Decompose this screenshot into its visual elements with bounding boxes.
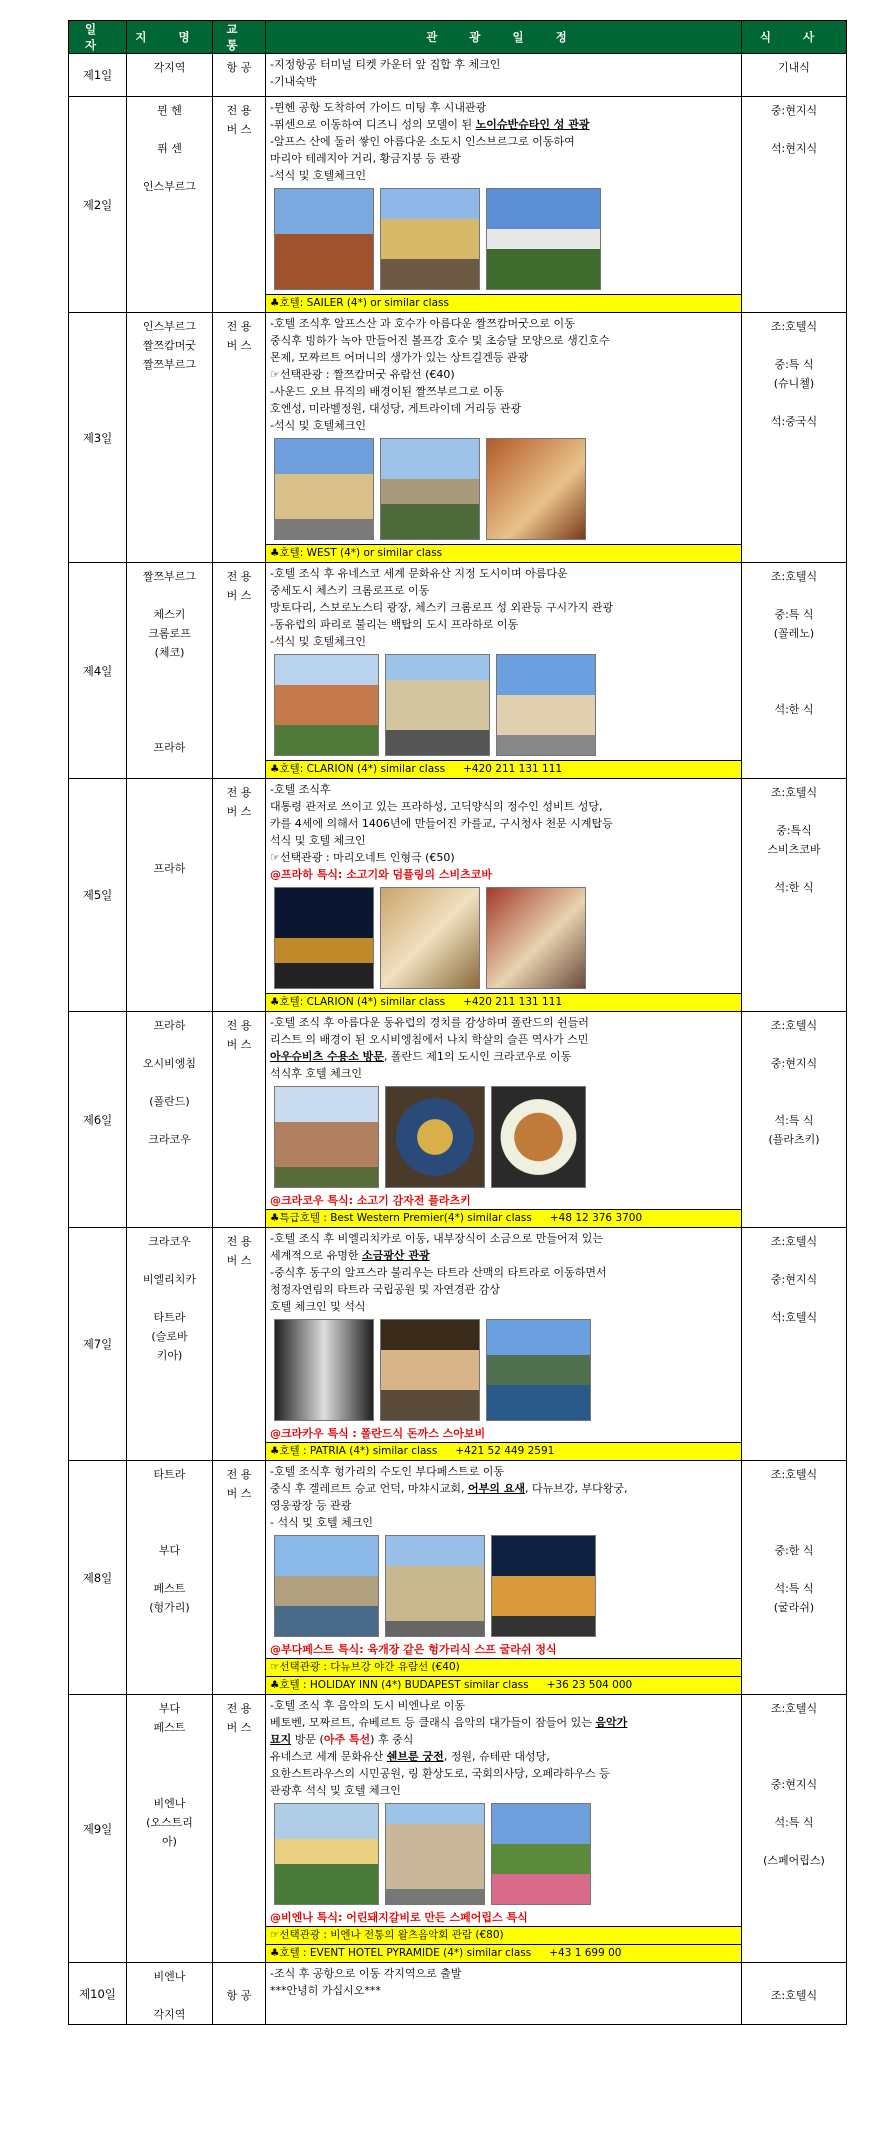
day-row [69,1695,847,1963]
buda-castle-photo [274,1535,379,1637]
schedule-line [270,150,737,167]
line-text: -석식 및 호텔체크인 [270,419,366,432]
schedule-line [270,781,737,798]
meal-cell [742,1461,847,1695]
meal-list: 조:호텔식 중:현지식 석:특 식 (스페어립스) [763,1702,825,1867]
place-cell [127,97,213,313]
salt-mine-hall-photo [380,1319,480,1421]
line-text: -뮌헨 공항 도착하여 가이드 미팅 후 시내관광 [270,101,487,114]
prague-square-photo [496,654,596,756]
hotel-name: ♣특급호텔 : Best Western Premier(4*) similar class [270,1212,532,1224]
schedule-line [270,582,737,599]
schedule-line [270,1048,737,1065]
day-label: 제10일 [69,1963,127,2025]
line-text: -알프스 산에 둘러 쌓인 아름다운 소도시 인스브르그로 이동하여 [270,135,575,148]
schedule-line [270,56,737,73]
day-label: 제3일 [69,313,127,563]
schedule-cell [266,97,742,313]
header-transport: 교 통 [213,21,266,54]
transport-cell [213,1963,266,2025]
highlight-text: 쉔브룬 궁전 [386,1750,444,1763]
place-names: 프라하 오시비엥침 (폴란드) 크라코우 [142,1019,197,1146]
transport-cell [213,1228,266,1461]
schedule-line [270,1281,737,1298]
special-meal-text: @비엔나 특식: 어린돼지갈비로 만든 스페어립스 특식 [270,1911,528,1924]
place-cell [127,563,213,779]
schedule-line [270,1497,737,1514]
line-text: 중세도시 체스키 크롬로프로 이동 [270,584,430,597]
meal-cell [742,1012,847,1228]
meal-cell [742,1695,847,1963]
line-text: 마리아 테레지아 거리, 황금지붕 등 관광 [270,152,461,165]
line-text: 영웅광장 등 관광 [270,1499,352,1512]
photo-strip [274,887,737,989]
schedule-line [270,73,737,90]
hotel-phone: +420 211 131 111 [463,996,563,1008]
place-cell [127,54,213,97]
special-meal-text: @크라카우 특식 : 폴란드식 돈까스 스아보비 [270,1427,486,1440]
line-text: 요한스트라우스의 시민공원, 링 환상도로, 국회의사당, 오페라하우스 등 [270,1767,610,1780]
line-text: -호텔 조식후 알프스산 과 호수가 아름다운 짤쯔캄머굿으로 이동 [270,317,575,330]
highlight-text: 노이슈반슈타인 성 관광 [475,118,590,131]
schedule-line [270,832,737,849]
schedule-line [270,633,737,650]
highlight-text: 묘지 [270,1733,292,1746]
place-names: 각지역 [153,61,186,74]
transport-label: 전 용 버 스 [226,1468,252,1500]
hotel-phone: +43 1 699 00 [549,1947,622,1959]
line-text: -호텔 조식후 헝가리의 수도인 부다페스트로 이동 [270,1465,504,1478]
hotel-phone: +420 211 131 111 [463,763,563,775]
special-meal-line [270,1192,737,1209]
transport-label: 전 용 버 스 [226,104,252,136]
schedule-line [270,1031,737,1048]
neuschwanstein-castle-photo [486,188,601,290]
place-names: 부다 페스트 비엔나 (오스트리 아) [146,1702,193,1848]
place-cell [127,313,213,563]
hotel-line [266,993,741,1011]
place-names: 뮌 헨 퓌 센 인스부르그 [142,104,197,193]
line-text: 중식후 빙하가 녹아 만들어진 볼프강 호수 및 초승달 모양으로 생긴호수 [270,334,610,347]
schedule-line [270,99,737,116]
line-text: -퓌센으로 이동하여 디즈니 성의 모델이 된 [270,118,476,131]
header-meal: 식 사 [742,21,847,54]
line-text-tail: ) 후 중식 [370,1733,414,1746]
special-meal-text: @부다페스트 특식: 육개장 같은 헝가리식 스프 굴라쉬 정식 [270,1643,557,1656]
prague-castle-panorama-photo [274,1086,379,1188]
hotel-phone: +36 23 504 000 [546,1679,633,1691]
line-text: 리스트 의 배경이 된 오시비엥침에서 나치 학살의 슬픈 역사가 스민 [270,1033,589,1046]
schedule-line [270,417,737,434]
line-text: 청정자연림의 타트라 국립공원 및 자연경관 감상 [270,1283,501,1296]
schedule-line [270,1264,737,1281]
line-text: -조식 후 공항으로 이동 각지역으로 출발 [270,1967,462,1980]
schedule-line [270,798,737,815]
schedule-line [270,1697,737,1714]
place-cell [127,1461,213,1695]
line-text: 호엔성, 미라벨정원, 대성당, 게트라이데 거리등 관광 [270,402,522,415]
special-meal-text: 아주 특선 [323,1733,371,1746]
meal-list: 조:호텔식 중:특 식 (꼴레노) 석:한 식 [770,570,818,716]
schedule-line [270,849,737,866]
vienna-street-photo [385,1803,485,1905]
line-text: -사운드 오브 뮤직의 배경이된 짤쯔부르그로 이동 [270,385,504,398]
day-row [69,97,847,313]
photo-strip [274,1319,737,1421]
tatra-lake-photo [486,1319,591,1421]
hotel-name: ♣호텔: WEST (4*) or similar class [270,547,443,559]
schedule-line [270,616,737,633]
hotel-name: ♣호텔 : EVENT HOTEL PYRAMIDE (4*) similar class [270,1947,532,1959]
schedule-cell [266,313,742,563]
schedule-line [270,383,737,400]
photo-strip [274,188,737,290]
mirabell-garden-photo [491,1803,591,1905]
schedule-line [270,1965,737,1982]
photo-strip [274,654,737,756]
meal-cell [742,313,847,563]
hohensalzburg-fortress-photo [380,438,480,540]
day-label: 제1일 [69,54,127,97]
schedule-line [270,1731,737,1748]
day-label: 제8일 [69,1461,127,1695]
schedule-line [270,133,737,150]
hotel-line [266,1944,741,1962]
line-text: -호텔 조식후 [270,783,331,796]
day-label: 제9일 [69,1695,127,1963]
hotel-name: ♣호텔 : HOLIDAY INN (4*) BUDAPEST similar class [270,1679,529,1691]
line-text: -기내숙박 [270,75,317,88]
schedule-line [270,599,737,616]
innsbruck-street-photo [380,188,480,290]
meal-list: 조:호텔식 중:현지식 석:호텔식 [770,1235,818,1324]
transport-cell [213,563,266,779]
matthias-church-photo [385,1535,485,1637]
day-row [69,313,847,563]
transport-label: 전 용 버 스 [226,570,252,602]
schedule-line [270,1714,737,1731]
special-meal-text: @크라코우 특식: 소고기 감자전 플라츠키 [270,1194,471,1207]
schedule-cell [266,1228,742,1461]
schedule-cell [266,1695,742,1963]
photo-strip [274,1535,737,1637]
option-line: ☞선택관광 : 다뉴브강 야간 유람선 (€40) [266,1658,741,1676]
option-line: ☞선택관광 : 비엔나 전통의 왈츠음악회 관람 (€80) [266,1926,741,1944]
roast-dinner-photo [491,1086,586,1188]
schedule-cell [266,563,742,779]
place-cell [127,1012,213,1228]
header-row [69,21,847,54]
place-cell [127,1228,213,1461]
hotel-phone: +421 52 449 2591 [455,1445,555,1457]
day-row [69,1228,847,1461]
photo-strip [274,1086,737,1188]
prague-night-photo [274,887,374,989]
day-row [69,563,847,779]
place-names: 짤쯔부르그 체스키 크롬로프 (체코) 프라하 [142,570,197,754]
place-names: 인스부르그 짤쯔캄머굿 짤쯔부르그 [142,320,197,371]
day-row [69,779,847,1012]
auschwitz-barracks-photo [274,1319,374,1421]
line-text: 몬제, 모짜르트 어머니의 생가가 있는 상트길겐등 관광 [270,351,529,364]
place-names: 프라하 [153,862,186,875]
hotel-lobby-photo [380,887,480,989]
schedule-line [270,1230,737,1247]
line-text: -석식 및 호텔체크인 [270,635,366,648]
line-text: - 석식 및 호텔 체크인 [270,1516,373,1529]
schedule-line [270,815,737,832]
highlight-text: 소금광산 관광 [362,1249,430,1262]
schedule-line [270,332,737,349]
hotel-line [266,544,741,562]
schedule-line [270,400,737,417]
photo-strip [274,1803,737,1905]
astronomical-clock-photo [385,1086,485,1188]
schedule-line [270,315,737,332]
salzburg-square-photo [274,438,374,540]
hotel-phone: +48 12 376 3700 [549,1212,643,1224]
schedule-line [270,366,737,383]
hotel-line [266,294,741,312]
schedule-cell [266,1461,742,1695]
line-text: 석식 및 호텔 체크인 [270,834,366,847]
meal-cell [742,97,847,313]
line-text-after: , 정원, 슈테판 대성당, [443,1750,550,1763]
special-meal-line [270,1909,737,1926]
meal-list: 중:현지식 석:현지식 [770,104,818,155]
schedule-cell [266,1012,742,1228]
line-text: 관광후 석식 및 호텔 체크인 [270,1784,401,1797]
itinerary-table [68,20,847,2025]
day-row [69,1012,847,1228]
budapest-hotel-photo [491,1535,596,1637]
line-text: -동유럽의 파리로 불리는 백탑의 도시 프라하로 이동 [270,618,519,631]
hotel-line [266,1676,741,1694]
line-text: -호텔 조식 후 유네스코 세계 문화유산 지정 도시이며 아름다운 [270,567,568,580]
day-row [69,1963,847,2025]
meal-list: 조:호텔식 중:한 식 석:특 식 (굴라쉬) [770,1468,818,1614]
hotel-name: ♣호텔: CLARION (4*) similar class [270,763,446,775]
highlight-text: 어부의 요새 [468,1482,525,1495]
line-text: ***안녕히 가십시오*** [270,1984,381,1997]
transport-label: 전 용 버 스 [226,786,252,818]
schedule-line [270,1765,737,1782]
day-label: 제6일 [69,1012,127,1228]
place-cell [127,1695,213,1963]
special-meal-text: @프라하 특식: 소고기와 덤플링의 스비츠코바 [270,868,492,881]
place-names: 타트라 부다 페스트 (헝가리) [149,1468,190,1614]
day-label: 제4일 [69,563,127,779]
hotel-name: ♣호텔: SAILER (4*) or similar class [270,297,449,309]
day-row [69,1461,847,1695]
transport-cell [213,1461,266,1695]
meal-cell [742,1963,847,2025]
hotel-line [266,1209,741,1227]
hotel-name: ♣호텔: CLARION (4*) similar class [270,996,446,1008]
header-place: 지 명 [127,21,213,54]
schedule-line [270,1298,737,1315]
day-label: 제5일 [69,779,127,1012]
transport-cell [213,1012,266,1228]
munich-towers-photo [274,188,374,290]
line-text: 석식후 호텔 체크인 [270,1067,363,1080]
meal-cell [742,54,847,97]
hotel-name: ♣호텔 : PATRIA (4*) similar class [270,1445,438,1457]
hotel-line [266,760,741,778]
transport-cell [213,1695,266,1963]
line-text: ☞선택관광 : 마리오네트 인형극 (€50) [270,851,455,864]
transport-label: 전 용 버 스 [226,1019,252,1051]
place-names: 크라코우 비엘리치카 타트라 (슬로바 키아) [142,1235,197,1362]
schedule-cell [266,1963,742,2025]
hotel-line [266,1442,741,1460]
place-cell [127,779,213,1012]
spacer [270,90,737,96]
line-text: 유네스코 세계 문화유산 [270,1750,387,1763]
place-names: 비엔나 각지역 [153,1970,186,2021]
line-text: ☞선택관광 : 짤쯔캄머굿 유람선 (€40) [270,368,455,381]
schedule-line [270,1463,737,1480]
schedule-line [270,1480,737,1497]
meal-list: 기내식 [778,61,810,74]
line-text: 베토벤, 모짜르트, 슈베르트 등 클래식 음악의 대가들이 잠들어 있는 [270,1716,596,1729]
line-text: -호텔 조식 후 음악의 도시 비엔나로 이동 [270,1699,465,1712]
transport-label: 항 공 [226,61,252,74]
schonbrunn-palace-photo [274,1803,379,1905]
line-text-after: 방문 ( [291,1733,324,1746]
special-meal-line [270,1641,737,1658]
schedule-line [270,349,737,366]
schedule-line [270,167,737,184]
hotel-room-photo [486,438,586,540]
transport-label: 전 용 버 스 [226,1702,252,1734]
cesky-krumlov-view-photo [274,654,379,756]
line-text-after: , 다뉴브강, 부다왕궁, [524,1482,628,1495]
meal-cell [742,1228,847,1461]
transport-cell [213,779,266,1012]
header-schedule: 관 광 일 정 [266,21,742,54]
schedule-line [270,866,737,883]
place-cell [127,1963,213,2025]
hotel-bedroom-photo [486,887,586,989]
schedule-line [270,1982,737,1999]
meal-list: 조:호텔식 중:특식 스비츠코바 석:한 식 [767,786,821,894]
schedule-line [270,565,737,582]
schedule-line [270,1782,737,1799]
photo-strip [274,438,737,540]
meal-list: 조:호텔식 중:현지식 석:특 식 (플라츠키) [768,1019,820,1146]
transport-cell [213,97,266,313]
spacer [270,1999,737,2005]
transport-cell [213,313,266,563]
transport-label: 항 공 [226,1989,252,2002]
day-label: 제2일 [69,97,127,313]
cesky-krumlov-castle-photo [385,654,490,756]
day-row [69,54,847,97]
line-text: 세계적으로 유명한 [270,1249,363,1262]
meal-cell [742,563,847,779]
line-text-after: , 폴란드 제1의 도시인 크라코우로 이동 [383,1050,572,1063]
transport-cell [213,54,266,97]
line-text: 대통령 관저로 쓰이고 있는 프라하성, 고딕양식의 정수인 성비트 성당, [270,800,603,813]
line-text: -지정항공 터미널 티켓 카운터 앞 집합 후 체크인 [270,58,501,71]
line-text: 카를 4세에 의해서 1406년에 만들어진 카를교, 구시청사 천문 시계탑등 [270,817,613,830]
schedule-line [270,1247,737,1264]
highlight-text: 음악가 [595,1716,628,1729]
transport-label: 전 용 버 스 [226,1235,252,1267]
schedule-line [270,1065,737,1082]
schedule-line [270,1748,737,1765]
line-text: -석식 및 호텔체크인 [270,169,366,182]
line-text: 중식 후 겔레르트 승교 언덕, 마챠시교회, [270,1482,468,1495]
schedule-line [270,1514,737,1531]
header-day: 일 자 [69,21,127,54]
special-meal-line [270,1425,737,1442]
meal-list: 조:호텔식 [770,1989,818,2002]
line-text: -호텔 조식 후 비엘리치카로 이동, 내부장식이 소금으로 만들어져 있는 [270,1232,603,1245]
line-text: 호텔 체크인 및 석식 [270,1300,366,1313]
line-text: -호텔 조식 후 아름다운 동유럽의 경치를 감상하며 폴란드의 쉰들러 [270,1016,589,1029]
schedule-line [270,1014,737,1031]
schedule-cell [266,779,742,1012]
transport-label: 전 용 버 스 [226,320,252,352]
day-label: 제7일 [69,1228,127,1461]
schedule-cell [266,54,742,97]
meal-list: 조:호텔식 중:특 식 (슈니첼) 석:중국식 [770,320,818,428]
line-text: 망토다리, 스보로노스티 광장, 체스키 크롬로프 성 외관등 구시가지 관광 [270,601,614,614]
schedule-line [270,116,737,133]
highlight-text: 아우슈비츠 수용소 방문 [270,1050,384,1063]
line-text: -중식후 동구의 알프스라 불리우는 타트라 산맥의 타트라로 이동하면서 [270,1266,607,1279]
meal-cell [742,779,847,1012]
